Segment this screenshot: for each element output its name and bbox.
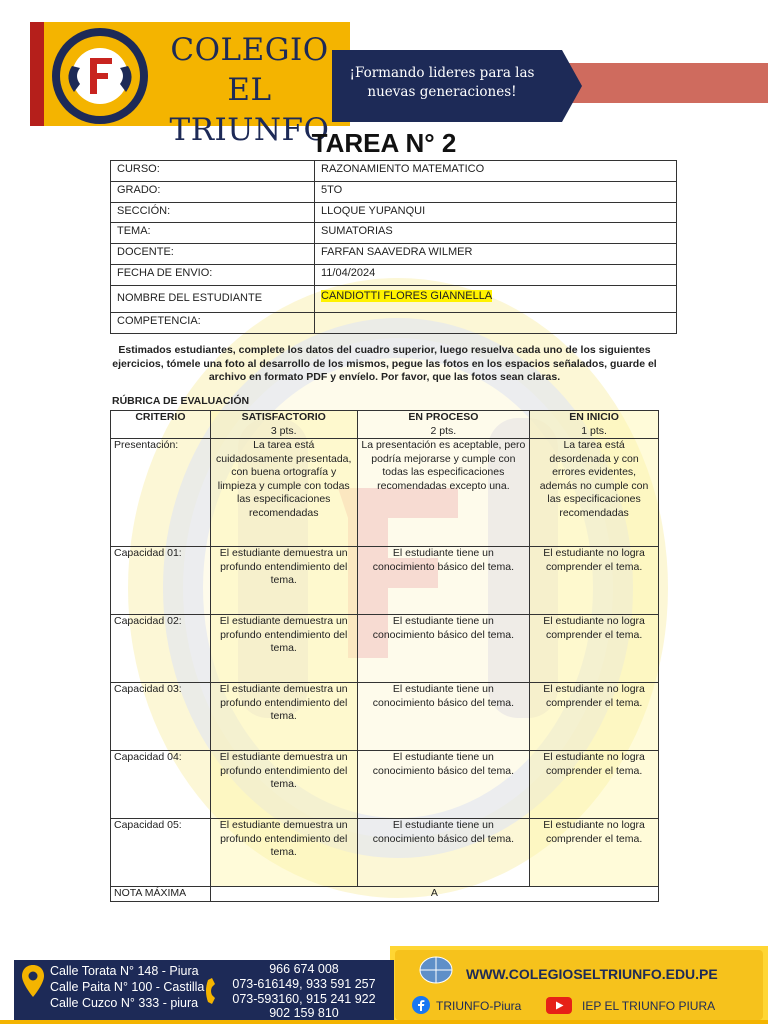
slogan-line2: nuevas generaciones! [367,84,517,100]
rubric-criterio: Capacidad 03: [111,683,211,751]
rubric-criterio: Capacidad 02: [111,615,211,683]
school-slogan [346,64,538,102]
rubric-row [111,615,659,683]
info-label: NOMBRE DEL ESTUDIANTE [111,285,315,312]
rubric-proceso: El estudiante tiene un conocimiento básico del tema. [357,683,530,751]
competencia-input[interactable] [315,312,677,333]
info-label: SECCIÓN: [111,202,315,223]
info-value: 5TO [315,181,677,202]
info-label: CURSO: [111,161,315,182]
rubric-row [111,547,659,615]
slogan-line1: ¡Formando lideres para las [349,65,535,81]
rubric-header-row [111,411,659,439]
rubric-header-criterio: CRITERIO [111,411,211,439]
rubric-proceso: El estudiante tiene un conocimiento básico del tema. [357,615,530,683]
location-pin-icon [20,964,46,998]
info-row [111,244,677,265]
student-name-highlight: CANDIOTTI FLORES GIANNELLA [321,289,493,302]
globe-icon [418,954,454,986]
info-label: DOCENTE: [111,244,315,265]
rubric-satisfactorio: El estudiante demuestra un profundo entendimiento del tema. [210,615,357,683]
page-title: TAREA N° 2 [311,128,457,158]
school-name-line1: COLEGIO [170,32,329,68]
phone-line: 902 159 810 [269,1006,339,1021]
youtube-link[interactable]: IEP EL TRIUNFO PIURA [582,999,716,1013]
youtube-icon [546,997,572,1014]
info-row [111,264,677,285]
rubric-title: RÚBRICA DE EVALUACIÓN [112,395,250,407]
info-row [111,285,677,312]
rubric-row [111,683,659,751]
phone-line: 073-593160, 915 241 922 [232,991,376,1006]
rubric-proceso: La presentación es aceptable, pero podría mejorarse y cumple con todas las especificaciones recomendadas excepto una. [357,439,530,547]
info-label: GRADO: [111,181,315,202]
rubric-table [110,410,659,902]
rubric-satisfactorio: El estudiante demuestra un profundo entendimiento del tema. [210,547,357,615]
rubric-header-proceso: EN PROCESO 2 pts. [357,411,530,439]
info-value: FARFAN SAAVEDRA WILMER [315,244,677,265]
rubric-row [111,751,659,819]
rubric-inicio: El estudiante no logra comprender el tema. [530,819,659,887]
phone-line: 073-616149, 933 591 257 [232,976,376,991]
rubric-satisfactorio: La tarea está cuidadosamente presentada, con buena ortografía y limpieza y cumple con todas las especificaciones recomendadas [210,439,357,547]
rubric-row [111,439,659,547]
rubric-inicio: El estudiante no logra comprender el tema. [530,547,659,615]
facebook-icon [412,996,430,1014]
phone-line: 966 674 008 [269,962,339,976]
info-row [111,312,677,333]
info-row [111,223,677,244]
info-value: RAZONAMIENTO MATEMATICO [315,161,677,182]
rubric-criterio: Capacidad 04: [111,751,211,819]
footer-addresses [50,963,204,1011]
rubric-proceso: El estudiante tiene un conocimiento básico del tema. [357,751,530,819]
info-row [111,181,677,202]
nota-value: A [210,887,658,902]
info-value: LLOQUE YUPANQUI [315,202,677,223]
rubric-inicio: El estudiante no logra comprender el tema. [530,615,659,683]
rubric-header-satisfactorio: SATISFACTORIO 3 pts. [210,411,357,439]
address-line: Calle Torata N° 148 - Piura [50,964,199,978]
rubric-criterio: Capacidad 05: [111,819,211,887]
rubric-row [111,819,659,887]
info-label: TEMA: [111,223,315,244]
info-label: COMPETENCIA: [111,312,315,333]
rubric-satisfactorio: El estudiante demuestra un profundo entendimiento del tema. [210,819,357,887]
info-value: SUMATORIAS [315,223,677,244]
rubric-inicio: El estudiante no logra comprender el tema. [530,683,659,751]
rubric-inicio: La tarea está desordenada y con errores evidentes, además no cumple con las especificaciones recomendadas [530,439,659,547]
student-info-table [110,160,677,334]
rubric-proceso: El estudiante tiene un conocimiento básico del tema. [357,547,530,615]
address-line: Calle Paita N° 100 - Castilla [50,980,205,994]
info-value [315,285,677,312]
header-band-salmon [560,63,768,103]
rubric-proceso: El estudiante tiene un conocimiento básico del tema. [357,819,530,887]
rubric-nota-row [111,887,659,902]
info-row [111,161,677,182]
rubric-header-inicio: EN INICIO 1 pts. [530,411,659,439]
rubric-satisfactorio: El estudiante demuestra un profundo entendimiento del tema. [210,683,357,751]
page-footer [0,946,768,1024]
nota-label: NOTA MÁXIMA [111,887,211,902]
facebook-link[interactable]: TRIUNFO-Piura [436,999,522,1013]
footer-stripe [0,1020,768,1024]
info-value: 11/04/2024 [315,264,677,285]
rubric-satisfactorio: El estudiante demuestra un profundo entendimiento del tema. [210,751,357,819]
info-row [111,202,677,223]
footer-phones [226,962,382,1021]
website-link[interactable]: WWW.COLEGIOSELTRIUNFO.EDU.PE [466,966,718,982]
rubric-criterio: Capacidad 01: [111,547,211,615]
phone-icon [204,976,226,1006]
info-label: FECHA DE ENVIO: [111,264,315,285]
header-band-red [30,22,44,126]
instructions-paragraph: Estimados estudiantes, complete los datos del cuadro superior, luego resuelva cada uno de los siguientes ejercicios, tómele una foto al desarrollo de los mismos, pegue las fotos en los espacios señalados, guarde el archivo en formato PDF y envíelo. Por favor, que las fotos sean claras. [112,344,657,383]
rubric-criterio: Presentación: [111,439,211,547]
rubric-inicio: El estudiante no logra comprender el tema. [530,751,659,819]
school-logo [50,26,150,126]
school-name-line2: EL TRIUNFO [169,72,330,148]
address-line: Calle Cuzco N° 333 - piura [50,996,199,1010]
